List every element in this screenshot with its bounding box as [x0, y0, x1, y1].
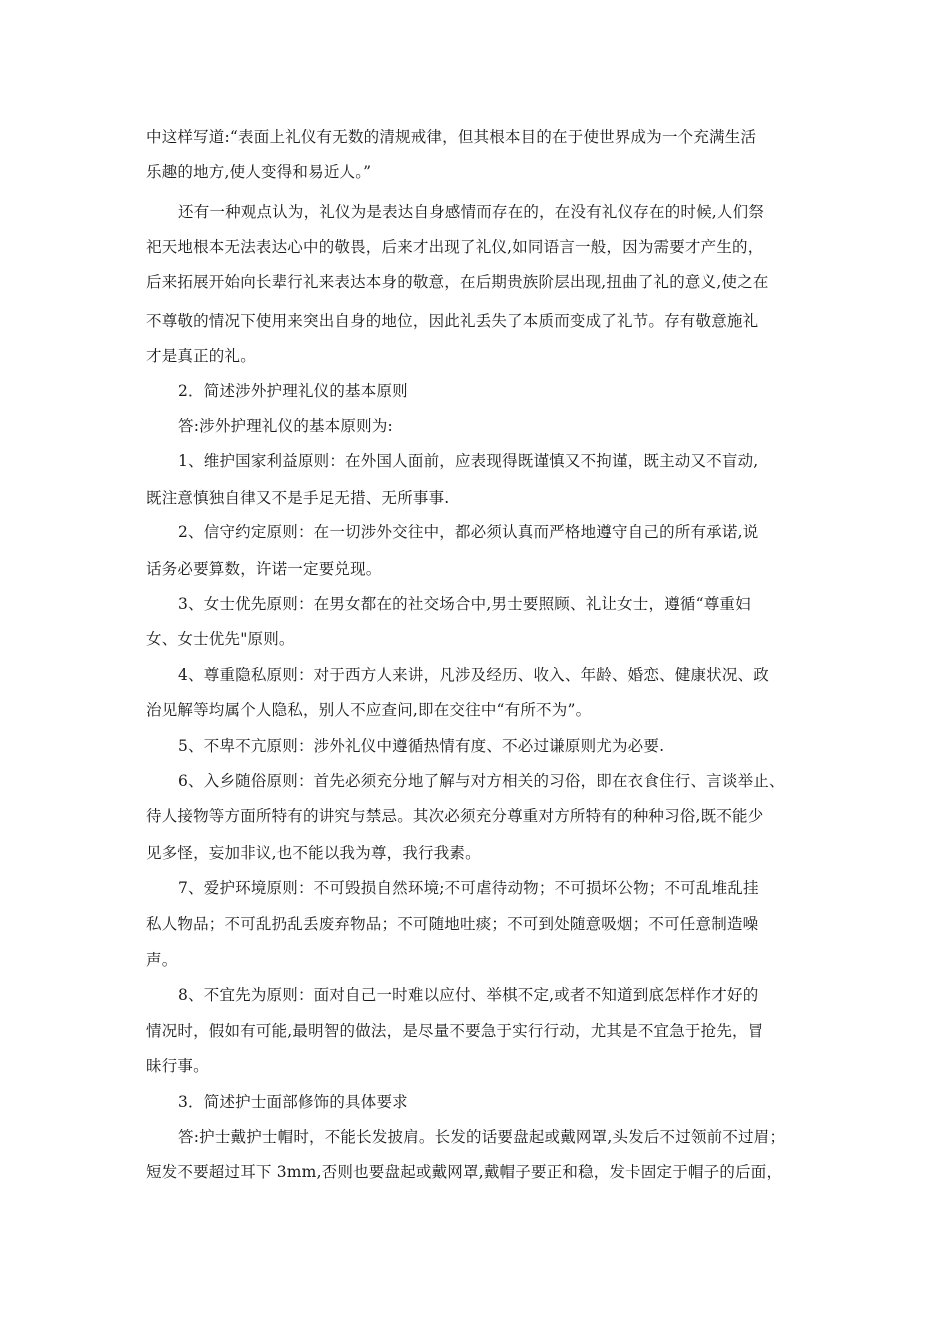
paragraph-line: 1、维护国家利益原则：在外国人面前，应表现得既谨慎又不拘谨，既主动又不盲动, — [178, 452, 759, 470]
section-heading: 2．简述涉外护理礼仪的基本原则 — [178, 382, 408, 400]
paragraph-line: 不尊敬的情况下使用来突出自身的地位，因此礼丢失了本质而变成了礼节。存有敬意施礼 — [146, 312, 759, 330]
paragraph-line: 答:护士戴护士帽时，不能长发披肩。长发的话要盘起或戴网罩,头发后不过领前不过眉； — [178, 1128, 786, 1146]
paragraph-line: 声。 — [146, 951, 178, 969]
paragraph-line: 4、尊重隐私原则：对于西方人来讲，凡涉及经历、收入、年龄、婚恋、健康状况、政 — [178, 666, 769, 684]
paragraph-line: 还有一种观点认为，礼仪为是表达自身感情而存在的，在没有礼仪存在的时候,人们祭 — [178, 203, 765, 221]
paragraph-line: 昧行事。 — [146, 1057, 209, 1075]
paragraph-line: 6、入乡随俗原则：首先必须充分地了解与对方相关的习俗，即在衣食住行、言谈举止、 — [178, 772, 785, 790]
paragraph-line: 既注意慎独自律又不是手足无措、无所事事. — [146, 489, 450, 507]
paragraph-line: 私人物品；不可乱扔乱丢废弃物品；不可随地吐痰；不可到处随意吸烟；不可任意制造噪 — [146, 915, 759, 933]
paragraph-line: 后来拓展开始向长辈行礼来表达本身的敬意，在后期贵族阶层出现,扭曲了礼的意义,使之在 — [146, 273, 769, 291]
paragraph-line: 才是真正的礼。 — [146, 347, 256, 365]
paragraph-line: 2、信守约定原则：在一切涉外交往中，都必须认真而严格地遵守自己的所有承诺,说 — [178, 523, 759, 541]
paragraph-line: 5、不卑不亢原则：涉外礼仪中遵循热情有度、不必过谦原则尤为必要. — [178, 737, 665, 755]
paragraph-line: 答:涉外护理礼仪的基本原则为: — [178, 417, 393, 435]
paragraph-line: 7、爱护环境原则：不可毁损自然环境;不可虐待动物；不可损坏公物；不可乱堆乱挂 — [178, 879, 759, 897]
paragraph-line: 情况时，假如有可能,最明智的做法，是尽量不要急于实行行动，尤其是不宜急于抢先，冒 — [146, 1022, 764, 1040]
paragraph-line: 8、不宜先为原则：面对自己一时难以应付、举棋不定,或者不知道到底怎样作才好的 — [178, 986, 759, 1004]
paragraph-line: 见多怪，妄加非议,也不能以我为尊，我行我素。 — [146, 844, 481, 862]
paragraph-line: 短发不要超过耳下 3mm,否则也要盘起或戴网罩,戴帽子要正和稳，发卡固定于帽子的后面， — [146, 1163, 783, 1181]
paragraph-line: 祀天地根本无法表达心中的敬畏，后来才出现了礼仪,如同语言一般，因为需要才产生的， — [146, 238, 764, 256]
paragraph-line: 女、女士优先"原则。 — [146, 630, 295, 648]
paragraph-line: 话务必要算数，许诺一定要兑现。 — [146, 560, 382, 578]
paragraph-line: 治见解等均属个人隐私，别人不应查问,即在交往中“有所不为”。 — [146, 701, 592, 719]
section-heading: 3．简述护士面部修饰的具体要求 — [178, 1093, 408, 1111]
paragraph-line: 待人接物等方面所特有的讲究与禁忌。其次必须充分尊重对方所特有的种种习俗,既不能少 — [146, 807, 764, 825]
paragraph-line: 3、女士优先原则：在男女都在的社交场合中,男士要照顾、礼让女士，遵循“尊重妇 — [178, 595, 751, 613]
paragraph-line: 中这样写道:“表面上礼仪有无数的清规戒律，但其根本目的在于使世界成为一个充满生活 — [146, 128, 757, 146]
paragraph-line: 乐趣的地方,使人变得和易近人。” — [146, 163, 372, 181]
